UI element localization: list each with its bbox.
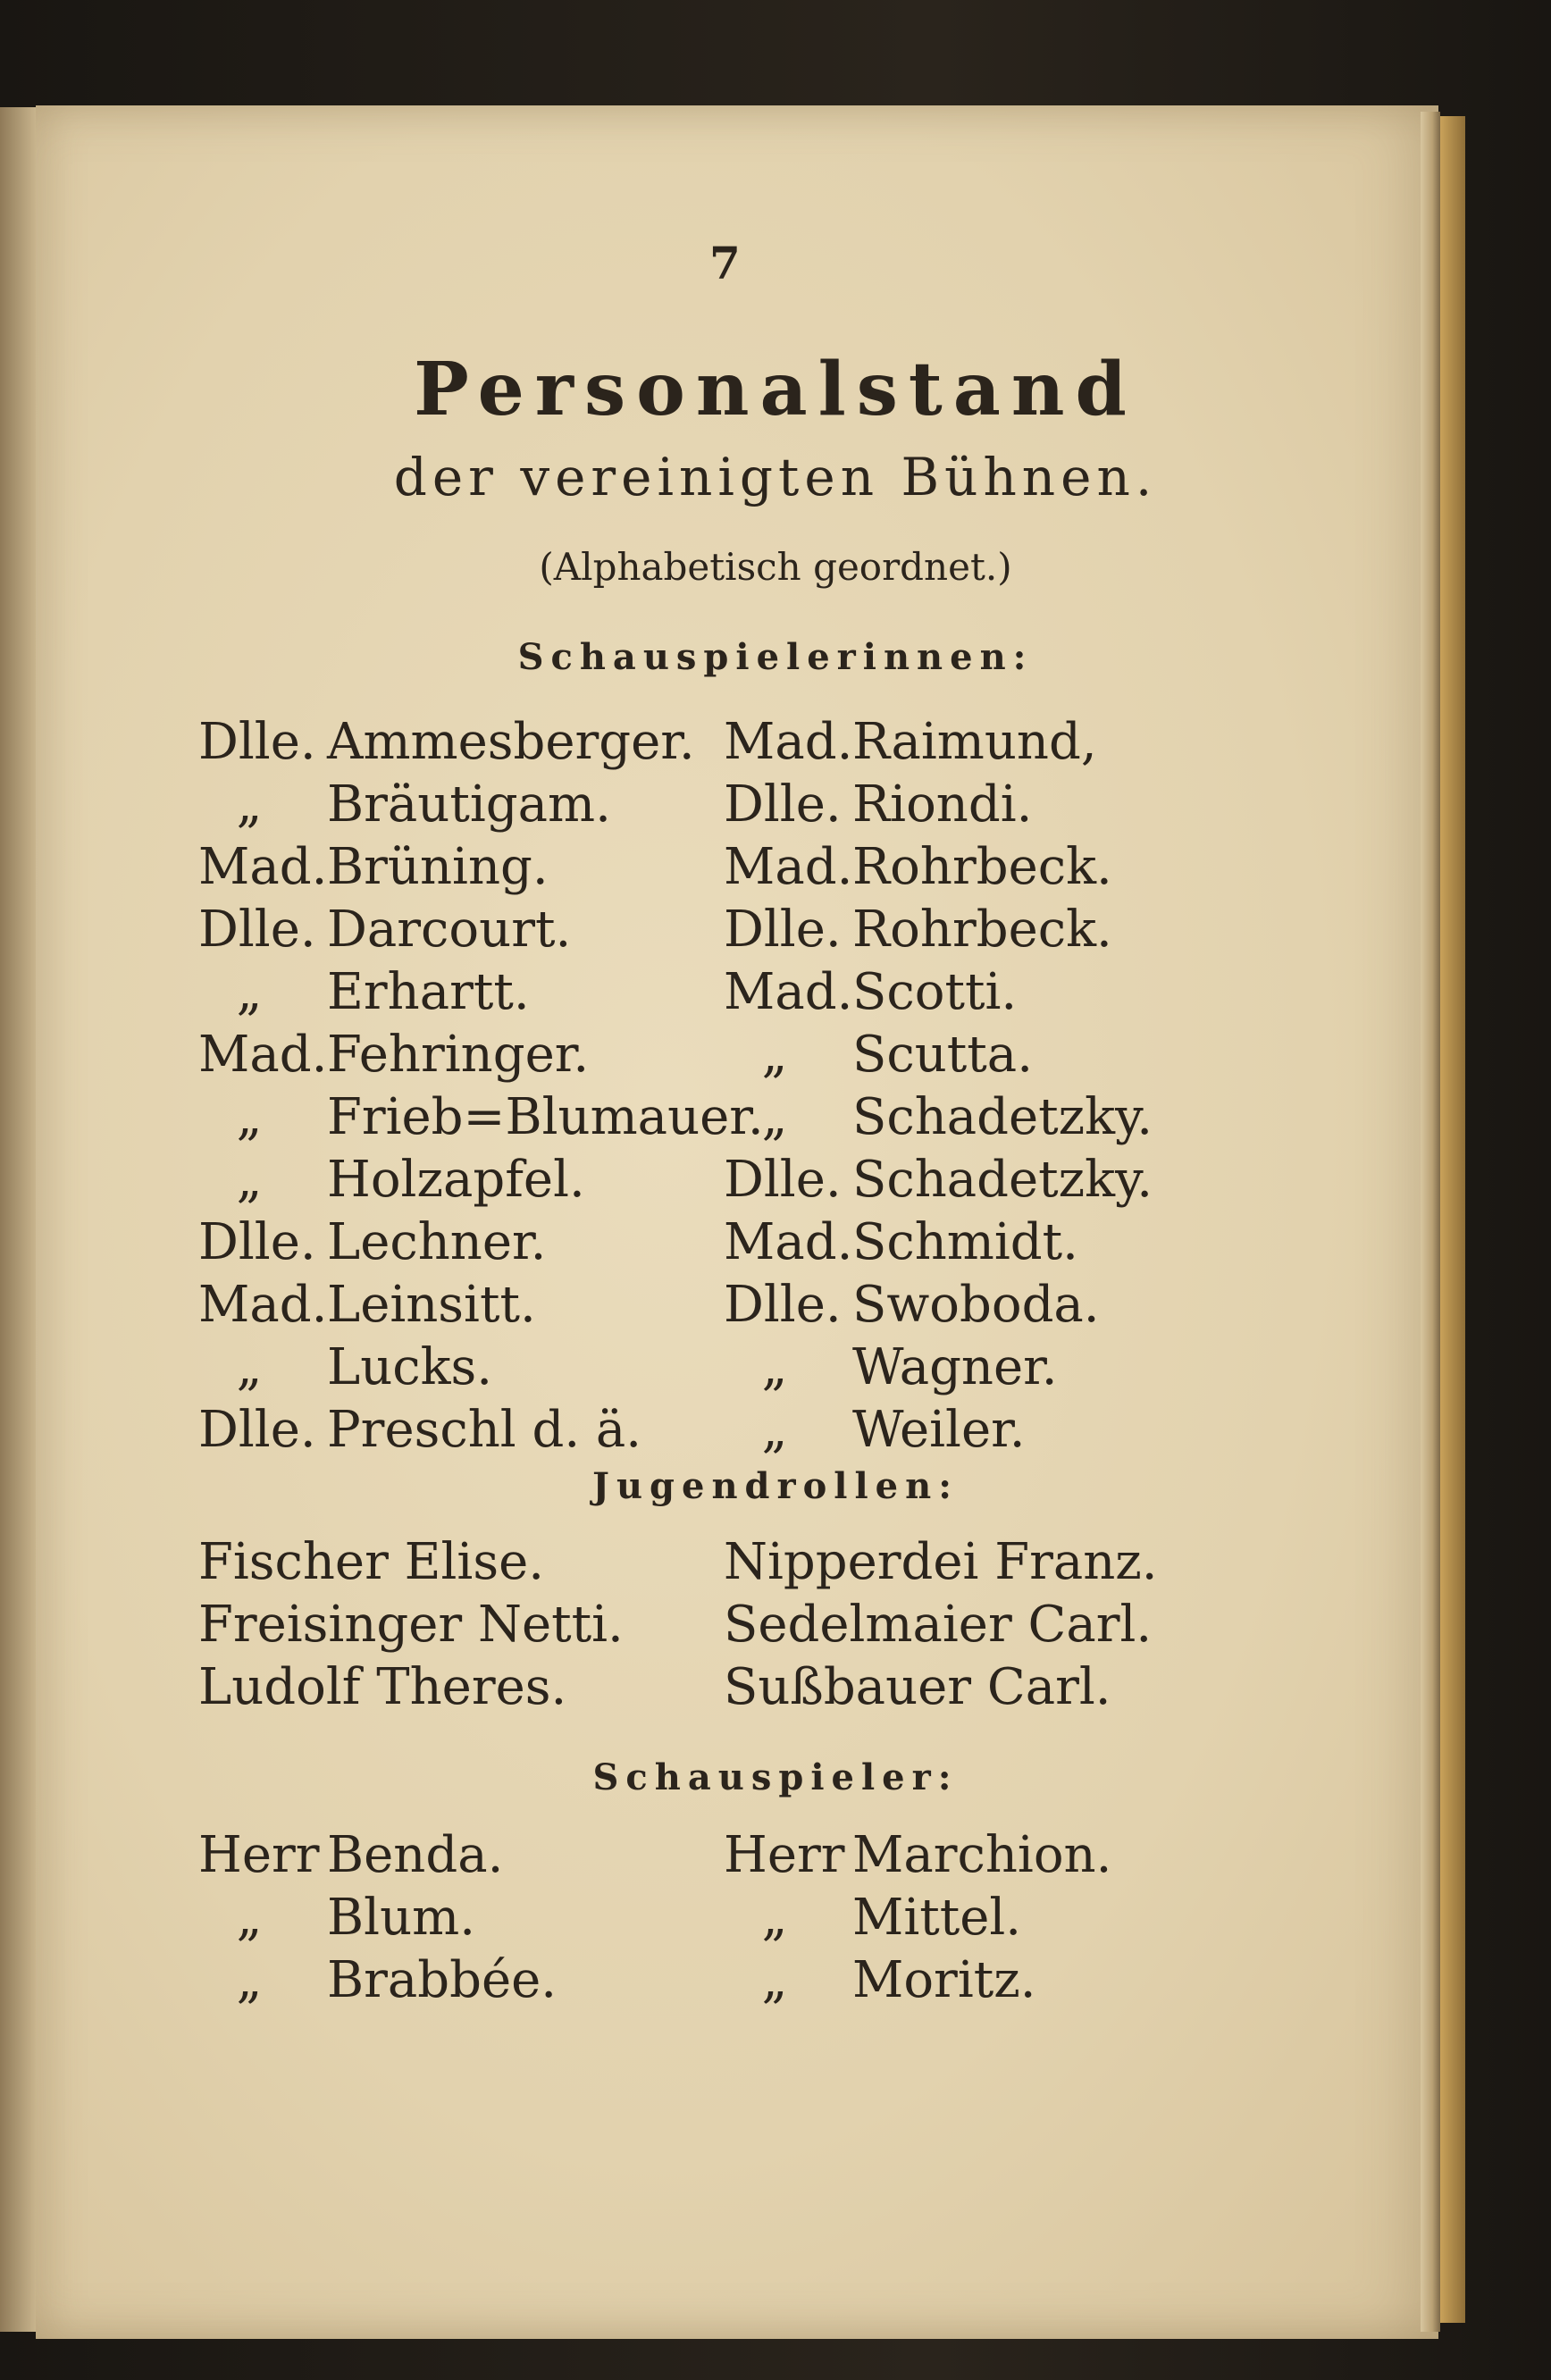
- ditto-mark: „: [761, 1889, 788, 1947]
- page-stack-edge: [1421, 112, 1440, 2332]
- list-item: [198, 1088, 764, 1151]
- ditto-mark: „: [236, 1151, 263, 1209]
- person-name: Brüning.: [327, 838, 549, 896]
- title-prefix: Dlle.: [198, 1401, 316, 1459]
- list-item: Fischer Elise.: [198, 1533, 545, 1591]
- list-item: [724, 1951, 1036, 2014]
- ditto-mark: „: [761, 1338, 788, 1396]
- list-item: [724, 775, 1032, 838]
- ditto-mark: „: [761, 1951, 788, 2009]
- title-prefix: Dlle.: [198, 713, 316, 771]
- person-name: Schadetzky.: [852, 1088, 1153, 1146]
- person-name: Riondi.: [852, 775, 1033, 834]
- title-prefix: Herr: [198, 1826, 320, 1884]
- person-name: Mittel.: [852, 1889, 1022, 1947]
- ditto-mark: „: [761, 1401, 788, 1459]
- list-item: [198, 1026, 589, 1088]
- person-name: Moritz.: [852, 1951, 1036, 2009]
- person-name: Ammesberger.: [327, 713, 695, 771]
- person-name: Leinsitt.: [327, 1276, 536, 1334]
- page-subtitle: der vereinigten Bühnen.: [393, 447, 1158, 507]
- person-name: Benda.: [327, 1826, 504, 1884]
- list-item: Nipperdei Franz.: [724, 1533, 1158, 1591]
- title-prefix: Mad.: [724, 838, 853, 896]
- ditto-mark: „: [236, 775, 263, 834]
- list-item: Sußbauer Carl.: [724, 1658, 1111, 1716]
- section-heading-actors: Schauspieler:: [592, 1756, 959, 1798]
- list-item: [724, 1088, 1153, 1151]
- list-item: [724, 1338, 1058, 1401]
- person-name: Lucks.: [327, 1338, 493, 1396]
- list-item: [724, 1026, 1033, 1088]
- title-prefix: Mad.: [198, 1276, 328, 1334]
- title-prefix: Mad.: [724, 713, 853, 771]
- person-name: Brabbée.: [327, 1951, 558, 2009]
- title-prefix: Dlle.: [724, 1151, 842, 1209]
- ditto-mark: „: [236, 1889, 263, 1947]
- person-name: Raimund,: [852, 713, 1097, 771]
- person-name: Schmidt.: [852, 1213, 1078, 1271]
- ditto-mark: „: [236, 1088, 263, 1146]
- person-name: Swoboda.: [852, 1276, 1100, 1334]
- section-heading-youth-roles: Jugendrollen:: [592, 1465, 959, 1507]
- person-name: Holzapfel.: [327, 1151, 585, 1209]
- ditto-mark: „: [761, 1026, 788, 1084]
- list-item: [724, 1151, 1153, 1213]
- list-item: [724, 1889, 1021, 1951]
- person-name: Scutta.: [852, 1026, 1033, 1084]
- title-prefix: Dlle.: [198, 1213, 316, 1271]
- list-item: [198, 1276, 536, 1338]
- person-name: Scotti.: [852, 963, 1018, 1021]
- list-item: [724, 713, 1097, 775]
- person-name: Weiler.: [852, 1401, 1026, 1459]
- list-item: [198, 713, 695, 775]
- book-spine: [1440, 116, 1465, 2323]
- person-name: Rohrbeck.: [852, 901, 1112, 959]
- ordering-note: (Alphabetisch geordnet.): [539, 545, 1012, 589]
- person-name: Preschl d. ä.: [327, 1401, 642, 1459]
- title-prefix: Herr: [724, 1826, 845, 1884]
- title-prefix: Mad.: [198, 1026, 328, 1084]
- list-item: [198, 901, 571, 963]
- title-prefix: Dlle.: [198, 901, 316, 959]
- list-item: [724, 1401, 1026, 1463]
- list-item: [198, 838, 549, 901]
- list-item: [198, 1213, 546, 1276]
- section-heading-actresses: Schauspielerinnen:: [517, 636, 1034, 678]
- list-item: [724, 901, 1112, 963]
- list-item: Ludolf Theres.: [198, 1658, 567, 1716]
- title-prefix: Dlle.: [724, 775, 842, 834]
- person-name: Darcourt.: [327, 901, 572, 959]
- list-item: [724, 1213, 1078, 1276]
- title-prefix: Dlle.: [724, 901, 842, 959]
- person-name: Wagner.: [852, 1338, 1058, 1396]
- list-item: [724, 1826, 1111, 1889]
- person-name: Bräutigam.: [327, 775, 611, 834]
- list-item: [198, 1151, 585, 1213]
- person-name: Fehringer.: [327, 1026, 590, 1084]
- person-name: Schadetzky.: [852, 1151, 1153, 1209]
- ditto-mark: „: [236, 963, 263, 1021]
- title-prefix: Mad.: [724, 963, 853, 1021]
- list-item: [198, 1401, 641, 1463]
- person-name: Lechner.: [327, 1213, 547, 1271]
- previous-page-edge: [0, 107, 36, 2332]
- ditto-mark: „: [236, 1338, 263, 1396]
- list-item: [724, 838, 1112, 901]
- list-item: [724, 1276, 1100, 1338]
- page-number: 7: [709, 237, 741, 289]
- list-item: Sedelmaier Carl.: [724, 1596, 1153, 1654]
- list-item: [198, 1338, 492, 1401]
- person-name: Blum.: [327, 1889, 476, 1947]
- person-name: Rohrbeck.: [852, 838, 1112, 896]
- title-prefix: Mad.: [198, 838, 328, 896]
- list-item: [724, 963, 1017, 1026]
- ditto-mark: „: [236, 1951, 263, 2009]
- title-prefix: Dlle.: [724, 1276, 842, 1334]
- list-item: [198, 1826, 503, 1889]
- person-name: Erhartt.: [327, 963, 530, 1021]
- ditto-mark: „: [761, 1088, 788, 1146]
- list-item: [198, 775, 611, 838]
- page-title: Personalstand: [414, 347, 1137, 432]
- list-item: [198, 1889, 475, 1951]
- person-name: Marchion.: [852, 1826, 1112, 1884]
- person-name: Frieb=Blumauer.: [327, 1088, 764, 1146]
- list-item: [198, 1951, 557, 2014]
- title-prefix: Mad.: [724, 1213, 853, 1271]
- list-item: [198, 963, 530, 1026]
- list-item: Freisinger Netti.: [198, 1596, 624, 1654]
